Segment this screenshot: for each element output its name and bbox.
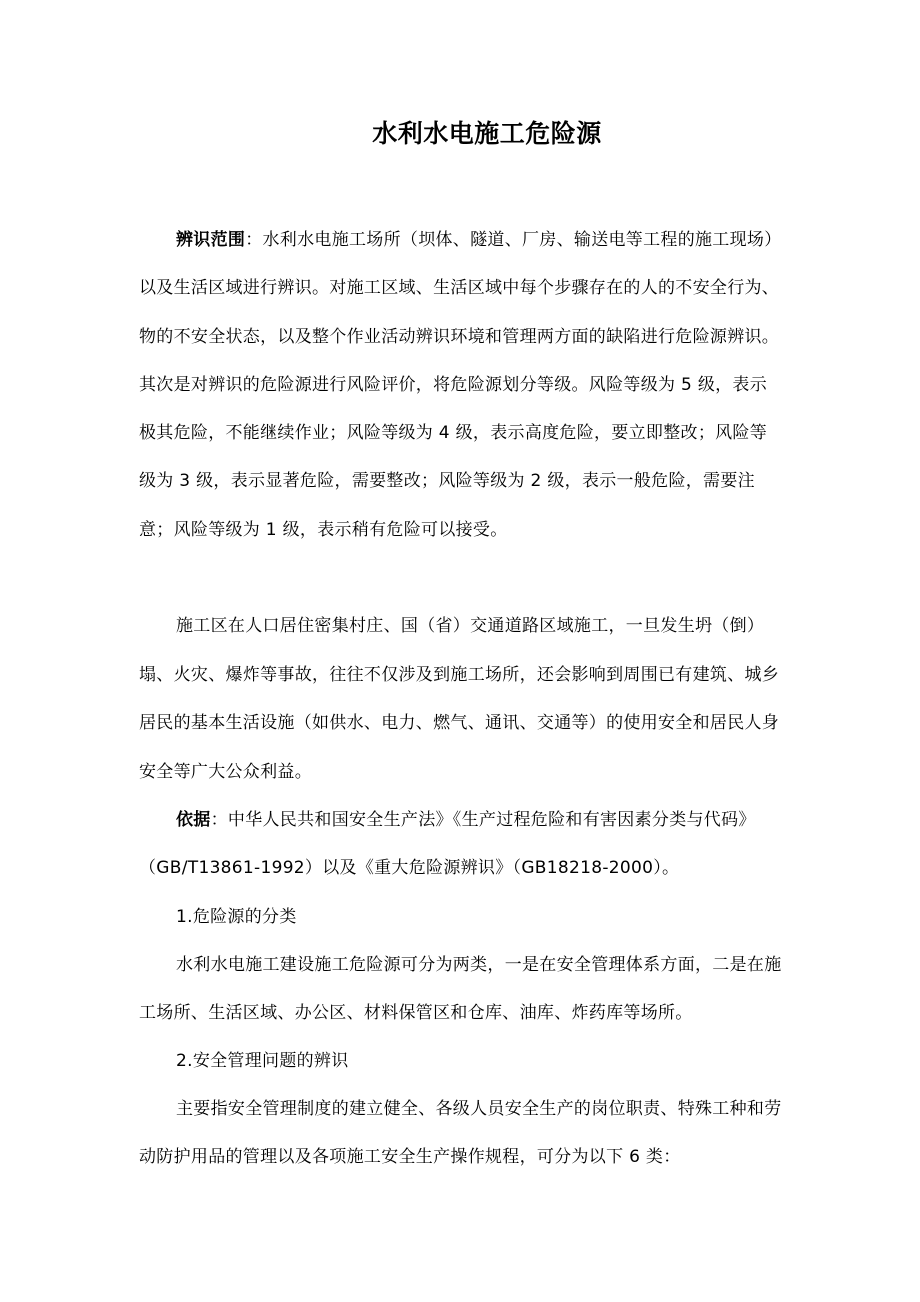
basis-label: 依据 xyxy=(176,810,211,830)
basis-text: ：中华人民共和国安全生产法》《生产过程危险和有害因素分类与代码》（GB/T13861-1992）以及《重大危险源辨识》（GB18218-2000）。 xyxy=(139,810,756,878)
scope-label: 辨识范围 xyxy=(176,230,246,250)
document-title: 水利水电施工危险源 xyxy=(372,119,602,148)
section-2-paragraph: 主要指安全管理制度的建立健全、各级人员安全生产的岗位职责、特殊工种和劳动防护用品的管理以及各项施工安全生产操作规程，可分为以下 6 类： xyxy=(139,1099,782,1167)
scope-text: ：水利水电施工场所（坝体、隧道、厂房、输送电等工程的施工现场）以及生活区域进行辨识。对施工区域、生活区域中每个步骤存在的人的不安全行为、物的不安全状态，以及整个作业活动辨识环境和管理两方面的缺陷进行危险源辨识。其次是对辨识的危险源进行风险评价，将危险源划分等级。风险等级为 5 级，表示极其危险，不能继续作业；风险等级为 4 级，表示高度危险，要立即整改；风险等级为 3 级，表示显著危险，需要整改；风险等级为 2 级，表示一般危险，需要注意；风险等级为 1 级，表示稍有危险可以接受。 xyxy=(139,230,782,540)
impact-paragraph: 施工区在人口居住密集村庄、国（省）交通道路区域施工，一旦发生坍（倒）塌、火灾、爆炸等事故，往往不仅涉及到施工场所，还会影响到周围已有建筑、城乡居民的基本生活设施（如供水、电力、燃气、通讯、交通等）的使用安全和居民人身安全等广大公众利益。 xyxy=(139,616,780,782)
section-1-heading: 1.危险源的分类 xyxy=(176,907,297,927)
scope-paragraph xyxy=(139,216,784,554)
basis-paragraph xyxy=(139,796,784,892)
section-1-paragraph: 水利水电施工建设施工危险源可分为两类，一是在安全管理体系方面，二是在施工场所、生活区域、办公区、材料保管区和仓库、油库、炸药库等场所。 xyxy=(139,955,782,1023)
section-2-heading: 2.安全管理问题的辨识 xyxy=(176,1051,349,1071)
